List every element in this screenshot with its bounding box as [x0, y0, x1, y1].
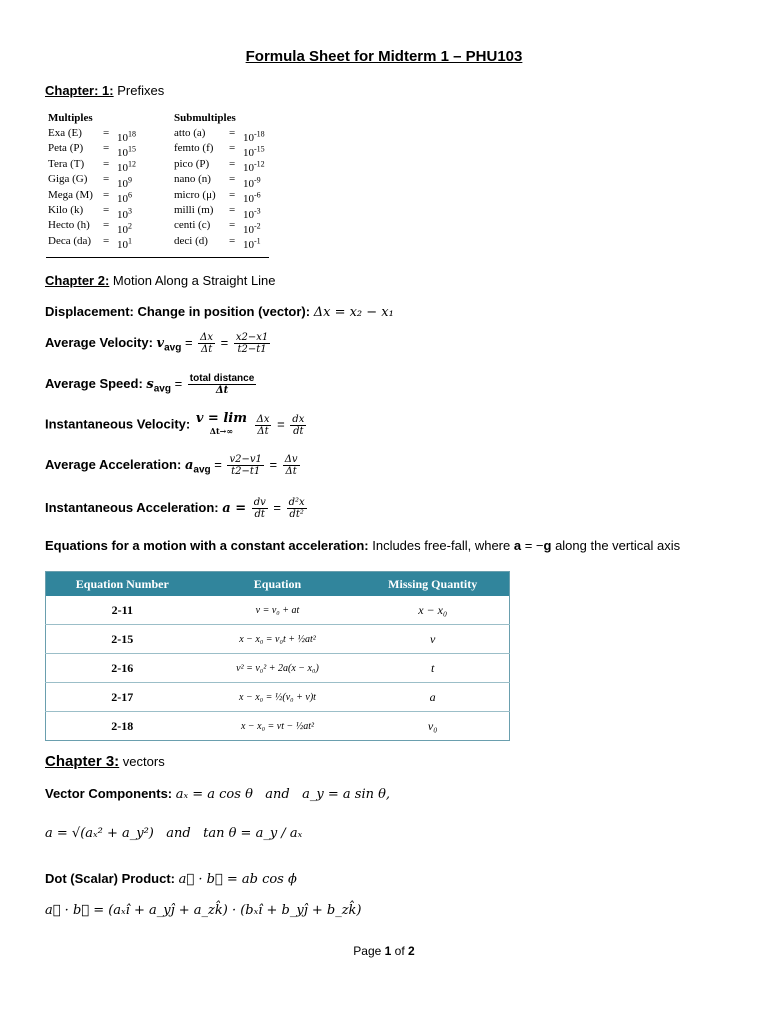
dot-product-expansion: a⃗ · b⃗ = (aₓî + a_yĵ + a_zk̂) · (bₓî + b_yĵ + b_zk̂) — [45, 903, 362, 918]
prefix-equals: = — [103, 127, 110, 139]
prefix-equals: = — [229, 234, 236, 247]
inst-velocity-fraction-2: $\frac{dx}{dt}$ — [292, 413, 305, 437]
equation-cell: v² = v₀² + 2a(x − x₀) — [199, 654, 357, 683]
prefix-equals: = — [229, 203, 236, 216]
missing-quantity-cell: a — [356, 683, 509, 712]
vector-magnitude-formula: a = √(aₓ² + a_y²) and tan θ = a_y / aₓ — [45, 826, 303, 841]
prefix-name: Giga (G) — [48, 173, 88, 186]
prefix-value: $10^{-12}$ — [243, 159, 265, 175]
prefix-equals: = — [229, 173, 236, 186]
prefix-name: Deca (da) — [48, 234, 92, 247]
prefix-row — [48, 234, 136, 252]
missing-quantity-cell: v — [356, 625, 509, 654]
dot-product-formula: a⃗ · b⃗ = ab cos ϕ — [178, 872, 297, 887]
table-row — [46, 654, 510, 683]
table-row — [46, 712, 510, 741]
prefix-name: Mega (M) — [48, 188, 93, 201]
prefix-value: $10^{-6}$ — [243, 190, 261, 206]
prefix-equals: = — [103, 173, 110, 186]
prefix-row — [174, 157, 265, 175]
dot-product-label: Dot (Scalar) Product: — [45, 871, 176, 886]
chapter-3-heading — [45, 753, 165, 770]
inst-accel-line: Instantaneous Acceleration: a = $\frac{dv}{dt}$ = $\frac{\text{d²x}}{\text{dt²}}$ — [45, 497, 305, 520]
const-accel-label: Equations for a motion with a constant acceleration: — [45, 538, 369, 553]
prefix-equals: = — [103, 142, 110, 155]
equation-number-cell: 2-17 — [46, 683, 199, 712]
prefix-name: milli (m) — [174, 203, 214, 216]
prefix-value: $10^9$ — [117, 175, 132, 190]
prefix-row — [174, 234, 265, 252]
inst-velocity-line: Instantaneous Velocity: v = lim Δt→∞ $\frac{\Delta x}{\Delta t}$ = $\frac{dx}{dt}$ — [45, 411, 305, 437]
prefix-row — [48, 157, 136, 175]
missing-quantity-cell: v₀ — [356, 712, 509, 741]
table-row — [46, 683, 510, 712]
prefix-row — [174, 126, 265, 144]
prefix-name: femto (f) — [174, 142, 214, 155]
displacement-formula: Δx = x₂ − x₁ — [313, 305, 394, 320]
prefix-name: atto (a) — [174, 127, 206, 139]
chapter-1-topic: Prefixes — [113, 83, 165, 98]
equation-number-cell: 2-11 — [46, 596, 199, 625]
missing-quantity-cell: t — [356, 654, 509, 683]
prefix-name: pico (P) — [174, 157, 210, 170]
prefix-row — [48, 188, 136, 206]
footer-middle: of — [391, 944, 409, 958]
chapter-2-label: Chapter 2: — [45, 273, 110, 288]
avg-accel-line: Average Acceleration: $a_{avg}$ = $\frac{v2-v1}{t2-t1}$ = $\frac{\Delta v}{\Delta t}$ — [45, 454, 298, 477]
equation-cell: x − x₀ = v₀t + ½at² — [199, 625, 357, 654]
avg-accel-fraction-2: $\frac{\Delta v}{\Delta t}$ — [284, 454, 298, 477]
footer-current-page: 1 — [384, 944, 392, 958]
prefix-value: $10^{-15}$ — [243, 144, 265, 160]
submultiples-header: Submultiples — [174, 112, 236, 124]
avg-speed-lhs: s — [146, 376, 154, 392]
prefix-value: $10^6$ — [117, 190, 132, 206]
prefix-name: Exa (E) — [48, 127, 82, 139]
prefix-equals: = — [103, 188, 110, 201]
prefix-row — [48, 172, 136, 190]
page-footer — [0, 944, 768, 958]
chapter-2-heading — [45, 273, 276, 288]
prefixes-bottom-rule — [46, 257, 269, 258]
prefix-value: $10^{18}$ — [117, 129, 136, 144]
prefix-value: $10^{-1}$ — [243, 236, 261, 252]
prefix-row — [174, 188, 265, 206]
prefix-value: $10^2$ — [117, 221, 132, 236]
const-accel-note-mid: = − — [521, 538, 544, 553]
inst-accel-label: Instantaneous Acceleration: — [45, 499, 219, 515]
inst-velocity-fraction-1: $\frac{\Delta x}{\Delta t}$ — [256, 413, 270, 437]
table-header-row — [46, 572, 510, 597]
prefix-equals: = — [103, 157, 110, 170]
equation-number-cell: 2-15 — [46, 625, 199, 654]
prefix-value: $10^{12}$ — [117, 159, 136, 175]
dot-product-line — [45, 871, 297, 887]
avg-velocity-fraction-1: $\frac{\Delta x}{\Delta t}$ — [200, 332, 214, 355]
prefix-row — [174, 172, 265, 190]
chapter-1-label: Chapter: 1: — [45, 83, 114, 98]
multiples-header: Multiples — [48, 112, 93, 124]
avg-speed-fraction: $\frac{\text{total distance}}{\Delta t}$ — [189, 373, 255, 396]
prefix-equals: = — [229, 157, 236, 170]
vector-components-formula: aₓ = a cos θ and a_y = a sin θ, — [175, 787, 391, 802]
prefix-equals: = — [229, 188, 236, 201]
equation-cell: v = v₀ + at — [199, 596, 357, 625]
avg-velocity-sub: avg — [164, 342, 182, 354]
equation-number-cell: 2-18 — [46, 712, 199, 741]
prefix-name: nano (n) — [174, 173, 211, 186]
prefix-value: $10^3$ — [117, 205, 132, 221]
table-row — [46, 596, 510, 625]
chapter-2-topic: Motion Along a Straight Line — [109, 273, 276, 288]
equation-cell: x − x₀ = ½(v₀ + v)t — [199, 683, 357, 712]
prefix-value: $10^{15}$ — [117, 144, 136, 160]
const-accel-note-pre: Includes free-fall, where — [368, 538, 514, 553]
prefix-equals: = — [103, 219, 110, 232]
avg-velocity-line: Average Velocity: $v_{avg}$ = $\frac{\Delta x}{\Delta t}$ = $\frac{x2-x1}{t2-t1}$ — [45, 332, 269, 355]
header-equation-number: Equation Number — [46, 572, 199, 597]
prefix-row — [48, 126, 136, 144]
vector-components-line — [45, 786, 390, 802]
prefix-equals: = — [103, 234, 110, 247]
prefix-name: Kilo (k) — [48, 203, 84, 216]
page-title: Formula Sheet for Midterm 1 – PHU103 — [245, 48, 523, 65]
const-accel-note-a: a — [513, 538, 522, 553]
avg-velocity-label: Average Velocity: — [45, 334, 153, 350]
prefix-row — [48, 141, 136, 160]
prefix-row — [174, 203, 265, 221]
const-accel-note-post: along the vertical axis — [551, 538, 681, 553]
avg-velocity-fraction-2: $\frac{x2-x1}{t2-t1}$ — [235, 332, 269, 355]
avg-accel-sub: avg — [193, 464, 211, 476]
prefix-row — [48, 218, 136, 236]
footer-prefix: Page — [353, 944, 385, 958]
vector-components-label: Vector Components: — [45, 786, 173, 801]
inst-accel-lhs: a = — [222, 500, 247, 516]
const-accel-line — [45, 538, 680, 553]
prefix-name: micro (μ) — [174, 188, 216, 201]
chapter-3-label: Chapter 3: — [45, 753, 120, 770]
inst-velocity-label: Instantaneous Velocity: — [45, 416, 191, 432]
prefix-name: deci (d) — [174, 234, 208, 247]
chapter-1-heading — [45, 83, 164, 98]
prefix-value: $10^{-2}$ — [243, 221, 261, 236]
prefix-equals: = — [103, 203, 110, 216]
prefix-equals: = — [229, 219, 236, 232]
avg-speed-line: Average Speed: $s_{avg}$ = $\frac{\text{total distance}}{\Delta t}$ — [45, 373, 255, 396]
avg-accel-lhs: a — [184, 457, 194, 473]
header-missing-quantity: Missing Quantity — [356, 572, 509, 597]
constant-acceleration-table — [45, 571, 510, 741]
multiples-column — [48, 112, 136, 252]
prefix-name: Peta (P) — [48, 142, 84, 155]
prefix-value: $10^{-9}$ — [243, 175, 261, 190]
header-equation: Equation — [199, 572, 357, 597]
inst-velocity-limit: v = lim Δt→∞ — [195, 411, 247, 436]
equation-number-cell: 2-16 — [46, 654, 199, 683]
prefix-equals: = — [229, 142, 236, 155]
equation-cell: x − x₀ = vt − ½at² — [199, 712, 357, 741]
prefix-value: $10^{-3}$ — [243, 205, 261, 221]
prefix-row — [174, 218, 265, 236]
avg-velocity-lhs: v — [156, 335, 165, 351]
table-row — [46, 625, 510, 654]
prefix-value: $10^{-18}$ — [243, 129, 265, 144]
prefix-name: centi (c) — [174, 219, 211, 232]
displacement-line — [45, 304, 394, 320]
prefix-equals: = — [229, 127, 236, 139]
avg-accel-fraction-1: $\frac{v2-v1}{t2-t1}$ — [229, 454, 262, 477]
avg-accel-label: Average Acceleration: — [45, 456, 182, 472]
const-accel-note-g: g — [543, 538, 552, 553]
submultiples-column — [174, 112, 265, 252]
prefix-name: Tera (T) — [48, 157, 85, 170]
chapter-3-topic: vectors — [119, 754, 165, 769]
prefix-name: Hecto (h) — [48, 219, 90, 232]
prefix-value: $10^1$ — [117, 236, 132, 252]
prefix-row — [174, 141, 265, 160]
avg-speed-label: Average Speed: — [45, 375, 143, 391]
missing-quantity-cell: x − x₀ — [356, 596, 509, 625]
avg-speed-sub: avg — [153, 383, 171, 395]
prefix-row — [48, 203, 136, 221]
inst-accel-fraction-1: $\frac{dv}{dt}$ — [253, 497, 266, 520]
displacement-label: Displacement: Change in position (vector): — [45, 304, 311, 319]
inst-accel-fraction-2: $\frac{\text{d²x}}{\text{dt²}}$ — [288, 497, 305, 520]
footer-total-pages: 2 — [408, 944, 415, 958]
